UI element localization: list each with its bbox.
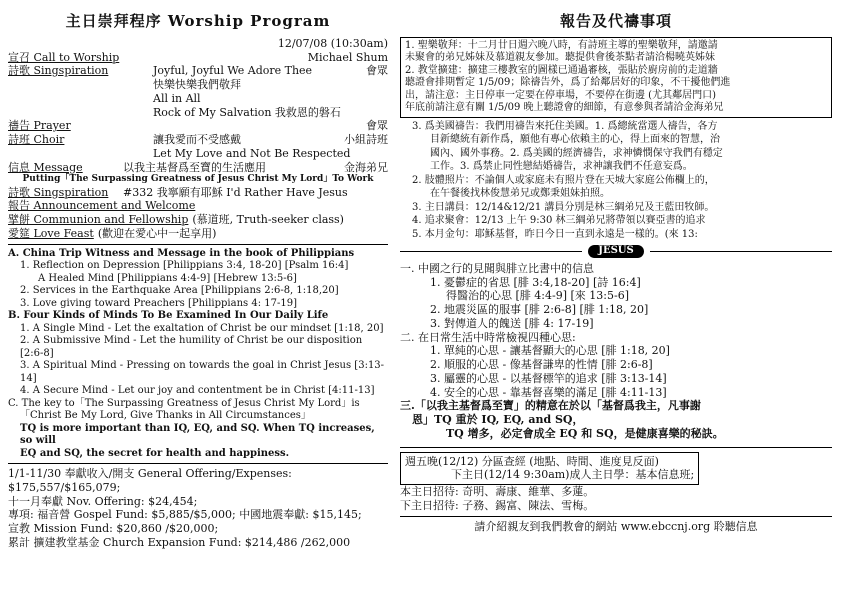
finance-line: 1/1-11/30 奉獻收入/開支 General Offering/Expenses: $175,557/$165,079; <box>8 467 292 494</box>
chinese-outline: 一. 中國之行的見聞與腓立比書中的信息 1. 憂鬱症的省思 [腓 3:4,18-20] [詩 16:4] 得醫治的心思 [腓 4:4-9] [來 13:5-6] 2. 地震災區的服事 [腓 2:6-8] [腓 1:18, 20] 3. 對傳道人的餽送 [腓 4: 17-19] 二. 在日常生活中時常檢視四種心思: 1. 單純的心思 - 讓基督顯大的心思 [腓 1:18, 20] 2. 順服的心思 - 像基督謙卑的性情 [腓 2:6-8] 3. 屬靈的心思 - 以基督標竿的追求 [腓 3:13-14] 4. 安全的心思 - 靠基督喜樂的滿足 [腓 4:11-13] 三.「以我主基督爲至寶」的精意在於以「基督爲我主，凡事謝 恩」TQ 重於 IQ, EQ, and SQ， TQ 增多，必定會成全 EQ 和 SQ，是健康喜樂的秘訣。 <box>400 261 724 440</box>
program-item: 信息 Message 以我主基督爲至寶的生活應用 金海弟兄 <box>8 160 388 174</box>
schedule-section: 週五晚(12/12) 分區查經 (地點、時間、進度見反面) 下主日(12/14 9:30am)成人主日學：基本信息班; 本主日招待: 奇明、壽康、維華、多蓮。 下主日招待: 子務、錫富、陳法、雪梅。 <box>400 447 832 513</box>
finance-report <box>8 467 388 550</box>
finance-line: 專項: 福音營 Gospel Fund: $5,885/$5,000; 中國地震奉獻: $15,145; <box>8 508 362 522</box>
program-item: Let My Love and Not Be Respected <box>153 146 351 160</box>
program-item: 詩歌 Singspiration Joyful, Joyful We Adore Thee 會眾 <box>8 64 388 78</box>
announcement-item: 4. 追求聚會：12/13 上午 9:30 林三綱弟兄將帶領以賽亞書的追求 <box>412 215 706 227</box>
program-title: 主日崇拜程序 Worship Program <box>65 12 331 30</box>
outline-a-title: A. China Trip Witness and Message in the book of Philippians <box>8 247 355 259</box>
program-item: 愛筵 Love Feast (歡迎在愛心中一起享用) <box>8 226 217 240</box>
announcements-column <box>400 8 832 533</box>
announcements-title: 報告及代禱事項 <box>559 12 672 30</box>
outline-b-title: B. Four Kinds of Minds To Be Examined In Our Daily Life <box>8 310 329 321</box>
program-item: All in All <box>153 91 201 105</box>
announcement-item: 2. 肢體照片：不論個人或家庭未有照片登在天城大家庭公佈欄上的， <box>412 174 715 186</box>
outline-item: A Healed Mind [Philippians 4:4-9] [Hebrew 13:5-6] <box>38 272 297 284</box>
outline-c-line: TQ is more important than IQ, EQ, and SQ. When TQ increases, so will <box>20 422 375 446</box>
outline-item: 3. Love giving toward Preachers [Philippians 4: 17-19] <box>20 297 297 309</box>
message-subtitle: Putting「The Surpassing Greatness of Jesus Christ My Lord」To Work <box>22 174 374 185</box>
finance-line: 十一月奉獻 Nov. Offering: $24,454; <box>8 494 198 508</box>
program-item: 詩班 Choir 讓我愛而不受感戴 小組詩班 <box>8 133 388 146</box>
program-item: 擘餅 Communion and Fellowship (慕道班, Truth-seeker class) <box>8 213 344 226</box>
jesus-banner <box>400 245 832 258</box>
announcement-item: 3. 主日講員：12/14&12/21 講員分別是林三綱弟兄及王藍田牧師。 <box>412 201 715 213</box>
outline-item: 2. Services in the Earthquake Area [Philippians 2:6-8, 1:18,20] <box>20 285 339 296</box>
outline-item: 1. Reflection on Depression [Philippians 3:4, 18-20] [Psalm 16:4] <box>20 260 349 271</box>
website-footer: 請介紹親友到我們教會的網站 www.ebccnj.org 聆聽信息 <box>400 516 832 534</box>
jesus-logo: JESUS <box>588 245 644 258</box>
outline-c-line: 「Christ Be My Lord, Give Thanks in All Circumstances」 <box>20 410 311 421</box>
worship-program-column <box>8 8 388 550</box>
finance-line: 宣教 Mission Fund: $20,860 /$20,000; <box>8 522 219 535</box>
outline-item: 4. A Secure Mind - Let our joy and contentment be in Christ [4:11-13] <box>20 385 375 396</box>
sermon-outline <box>8 248 388 461</box>
outline-item: 2. A Submissive Mind - Let the humility of Christ be our disposition [2:6-8] <box>20 335 363 359</box>
highlight-box: 1. 聖樂敬拜：十二月廿日週六晚八時，有詩班主導的聖樂敬拜，請邀請 未聚會的弟兄姊妹及慕道親友參加。聽提供會後茶點者請洽楊曉英姊妹 2. 教堂擴建：擴建三樓教室的圖樣已通過審核，張貼於廚房前的走道牆 聽證會排期暫定 1/5/09；除禱告外，爲了給鄰居好的印象，不干擾他們進 出，請注意：主日停車一定要在停車場，不要停在街邊 (尤其鄰居門口) 年底前請注意有關 1/5/09 晚上聽證會的細節，有意參與者請洽金海弟兄 <box>400 37 832 118</box>
outline-c-line: EQ and SQ, the secret for health and happiness. <box>20 447 290 459</box>
announcement-item: 3. 爲美國禱告：我們用禱告來托住美國。1. 爲總統當選人禱告，各方 <box>412 120 718 132</box>
outline-c-line: C. The key to「The Surpassing Greatness of Jesus Christ My Lord」is <box>8 397 360 409</box>
program-item: Rock of My Salvation 我救恩的磐石 <box>153 105 341 119</box>
outline-item: 3. A Spiritual Mind - Pressing on towards the goal in Christ Jesus [3:13-14] <box>20 360 385 384</box>
program-item: 宣召 Call to Worship Michael Shum <box>8 50 388 64</box>
program-list <box>8 51 388 241</box>
announcement-list: 3. 爲美國禱告：我們用禱告來托住美國。1. 爲總統當選人禱告，各方 目新總統有新作爲，願他有專心依賴主的心，得上面來的智慧，治 國內、國外事務。2. 爲美國的經濟禱告，求神憐憫保守我們有穩定 工作。3. 爲禁止同性戀結婚禱告，求神讓我們不任意妄爲。 2. 肢體照片：不論個人或家庭未有照片登在天城大家庭公佈欄上的， 在午餐後找林俊慧弟兄或鄭秉姐妹拍照。 3. 主日講員：12/14&12/21 講員分別是林三綱弟兄及王藍田牧師。 4. 追求聚會：12/13 上午 9:30 林三綱弟兄將帶領以賽亞書的追求 5. 本月金句：耶穌基督，昨日今日一直到永遠是一樣的。(來 13: <box>400 121 832 242</box>
finance-line: 累計 擴建教堂基金 Church Expansion Fund: $214,486 /262,000 <box>8 535 351 549</box>
program-item: 禱告 Prayer 會眾 <box>8 119 388 133</box>
program-item: 快樂快樂我們敬拜 <box>153 78 241 91</box>
program-item: 報告 Announcement and Welcome <box>8 199 196 213</box>
program-item: 詩歌 Singspiration #332 我寧願有耶穌 I'd Rather Have Jesus <box>8 185 348 199</box>
service-datetime: 12/07/08 (10:30am) <box>277 36 388 50</box>
schedule-box: 週五晚(12/12) 分區查經 (地點、時間、進度見反面) 下主日(12/14 9:30am)成人主日學：基本信息班; <box>400 452 699 486</box>
announcement-item: 5. 本月金句：耶穌基督，昨日今日一直到永遠是一樣的。(來 13: <box>412 228 698 240</box>
outline-item: 1. A Single Mind - Let the exaltation of Christ be our mindset [1:18, 20] <box>20 322 384 334</box>
